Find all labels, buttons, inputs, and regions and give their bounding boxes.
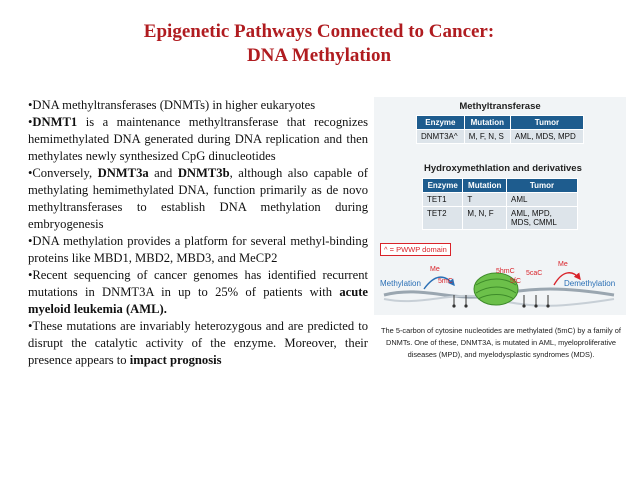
- bullet-list: [28, 97, 368, 369]
- col-mutation: Mutation: [464, 116, 510, 130]
- term-aml: acute myeloid leukemia (AML).: [28, 285, 368, 316]
- title-line-1: Epigenetic Pathways Connected to Cancer:: [143, 21, 495, 42]
- label-demethylation: Demethylation: [564, 279, 616, 288]
- bullet-dnmt1: [28, 114, 368, 165]
- cell-tumor: AML, MDS, MPD: [510, 130, 583, 144]
- label-5hmc: 5hmC: [496, 268, 515, 275]
- col-tumor: Tumor: [507, 179, 578, 193]
- label-5cac: 5caC: [526, 270, 543, 277]
- table-hydroxymethylation: [422, 178, 578, 230]
- bullet-text: is a maintenance methyltransferase that recognizes hemimethylated DNA generated during DNA replication and then methylates newly synthesized CpG dinucleotides: [28, 115, 368, 163]
- bullet-dnmts: •DNA methyltransferases (DNMTs) in higher eukaryotes: [28, 98, 316, 112]
- term-dnmt3a: DNMT3a: [97, 166, 149, 180]
- cell-enzyme: TET1: [423, 193, 463, 207]
- bullet-methyl-binding: •DNA methylation provides a platform for several methyl-binding proteins like MBD1, MBD2, MBD3, and MeCP2: [28, 234, 368, 265]
- bullet-text: •These mutations are invariably heterozygous and are predicted to disrupt the catalytic activity of the enzyme. Moreover, their presence appears to: [28, 319, 368, 367]
- table-row: [423, 193, 578, 207]
- cell-mutation: T: [463, 193, 507, 207]
- slide-title: [0, 20, 638, 68]
- cell-enzyme: DNMT3A^: [417, 130, 465, 144]
- bullet-marker: •: [28, 115, 33, 129]
- title-line-2: DNA Methylation: [246, 45, 392, 66]
- term-dnmt1: DNMT1: [32, 115, 78, 129]
- bullet-text: and: [148, 166, 178, 180]
- col-tumor: Tumor: [510, 116, 583, 130]
- table-header-row: [417, 116, 584, 130]
- col-mutation: Mutation: [463, 179, 507, 193]
- cell-tumor: AML, MPD, MDS, CMML: [507, 207, 578, 230]
- heading-methyltransferase: Methyltransferase: [459, 101, 541, 112]
- label-me-right: Me: [558, 261, 568, 268]
- bullet-text: , although also capable of methylating hemimethylated DNA, function primarily as de novo methyltransferases to establish DNA methylation during embryogenesis: [28, 166, 369, 231]
- table-row: [423, 207, 578, 230]
- label-me-left: Me: [430, 266, 440, 273]
- col-enzyme: Enzyme: [423, 179, 463, 193]
- table-methyltransferase: [416, 115, 584, 144]
- col-enzyme: Enzyme: [417, 116, 465, 130]
- bullet-dnmt3: [28, 165, 368, 233]
- bullet-text: •Conversely,: [28, 166, 98, 180]
- methylation-figure: [374, 97, 626, 315]
- cell-mutation: M, F, N, S: [464, 130, 510, 144]
- heading-hydroxymethylation: Hydroxymethlation and derivatives: [424, 163, 582, 174]
- methylation-diagram: [374, 255, 626, 315]
- label-5mc: 5mC: [438, 278, 453, 285]
- cell-enzyme: TET2: [423, 207, 463, 230]
- cell-mutation: M, N, F: [463, 207, 507, 230]
- label-methylation: Methylation: [380, 279, 421, 288]
- bullet-text: •Recent sequencing of cancer genomes has identified recurrent mutations in DNMT3A in up to 25% of patients with: [28, 268, 368, 299]
- term-dnmt3b: DNMT3b: [177, 166, 230, 180]
- table-header-row: [423, 179, 578, 193]
- term-prognosis: impact prognosis: [129, 353, 222, 367]
- bullet-sequencing: [28, 267, 368, 318]
- cell-tumor: AML: [507, 193, 578, 207]
- figure-caption: The 5-carbon of cytosine nucleotides are methylated (5mC) by a family of DNMTs. One of these, DNMT3A, is mutated in AML, myeloproliferative diseases (MPD), and myelodysplastic syndromes (MDS).: [381, 326, 621, 359]
- label-5fc: 5fC: [510, 278, 521, 285]
- bullet-heterozygous: [28, 318, 368, 369]
- table-row: [417, 130, 584, 144]
- pwwp-legend: ^ = PWWP domain: [380, 243, 451, 256]
